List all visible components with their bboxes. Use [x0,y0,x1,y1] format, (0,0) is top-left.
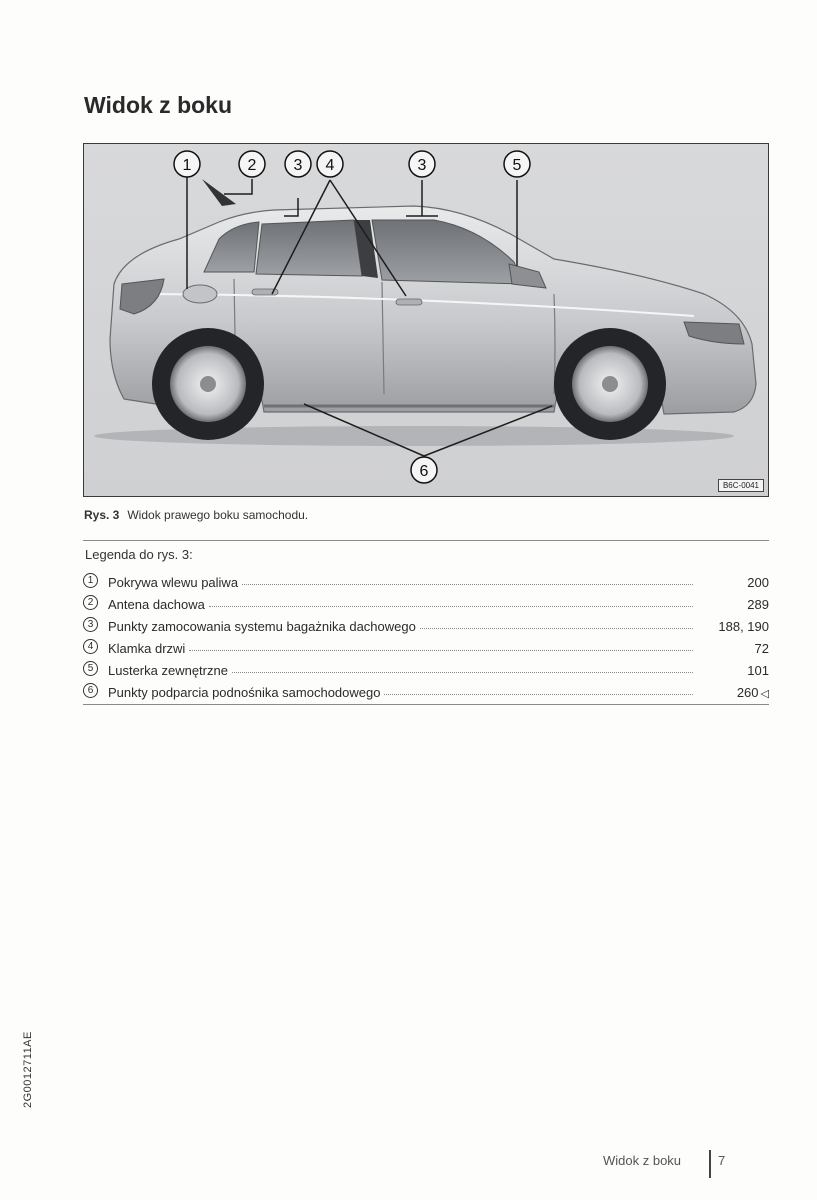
legend-title: Legenda do rys. 3: [85,547,193,562]
legend [83,540,769,705]
end-mark-icon: ◁ [760,688,769,700]
legend-label: Lusterka zewnętrzne [108,663,228,678]
callout-4 [317,151,343,177]
legend-label: Klamka drzwi [108,641,186,656]
legend-page-ref[interactable]: 101 [747,663,769,678]
legend-number: 4 [83,639,98,654]
callout-3-rear [285,151,311,177]
leader-dots [232,672,693,673]
legend-page-ref[interactable]: 200 [747,575,769,590]
leader-dots [242,584,693,585]
legend-item [83,678,769,700]
legend-number: 3 [83,617,98,632]
footer-page-number: 7 [718,1153,726,1168]
legend-item [83,634,769,656]
callout-2 [239,151,265,177]
legend-page-ref[interactable]: 188, 190 [718,619,769,634]
svg-text:3: 3 [293,157,303,174]
footer-divider [709,1150,711,1178]
legend-item [83,590,769,612]
figure-code: B6C-0041 [718,479,764,492]
page-title: Widok z boku [84,92,233,118]
svg-text:3: 3 [417,157,427,174]
leader-dots [384,694,693,695]
legend-item [83,656,769,678]
legend-page-ref[interactable] [699,685,769,700]
legend-label: Punkty zamocowania systemu bagażnika dachowego [108,619,416,634]
svg-text:1: 1 [182,157,192,174]
legend-label: Pokrywa wlewu paliwa [108,575,239,590]
document-code: 2G0012711AE [22,1031,34,1108]
caption-text: Widok prawego boku samochodu. [127,508,309,522]
callout-1 [174,151,200,177]
legend-page-number: 260 [736,685,759,700]
leader-dots [209,606,693,607]
legend-page-ref[interactable]: 72 [754,641,769,656]
legend-number: 6 [83,683,98,698]
callout-5 [504,151,530,177]
leader-dots [189,650,693,651]
callout-3-front [409,151,435,177]
legend-item [83,612,769,634]
legend-page-ref[interactable]: 289 [747,597,769,612]
leader-dots [420,628,693,629]
figure-car-side-view [83,143,769,497]
legend-number: 1 [83,573,98,588]
legend-label: Punkty podparcia podnośnika samochodowego [108,685,381,700]
figure-caption [84,508,308,522]
legend-label: Antena dachowa [108,597,205,612]
legend-number: 2 [83,595,98,610]
callout-layer [84,144,768,496]
svg-text:6: 6 [419,463,429,480]
legend-item [83,568,769,590]
svg-text:5: 5 [512,157,522,174]
footer-section-title: Widok z boku [603,1153,682,1168]
legend-number: 5 [83,661,98,676]
svg-text:4: 4 [325,157,335,174]
callout-6 [411,457,437,483]
svg-text:2: 2 [247,157,257,174]
caption-label: Rys. 3 [84,508,120,522]
